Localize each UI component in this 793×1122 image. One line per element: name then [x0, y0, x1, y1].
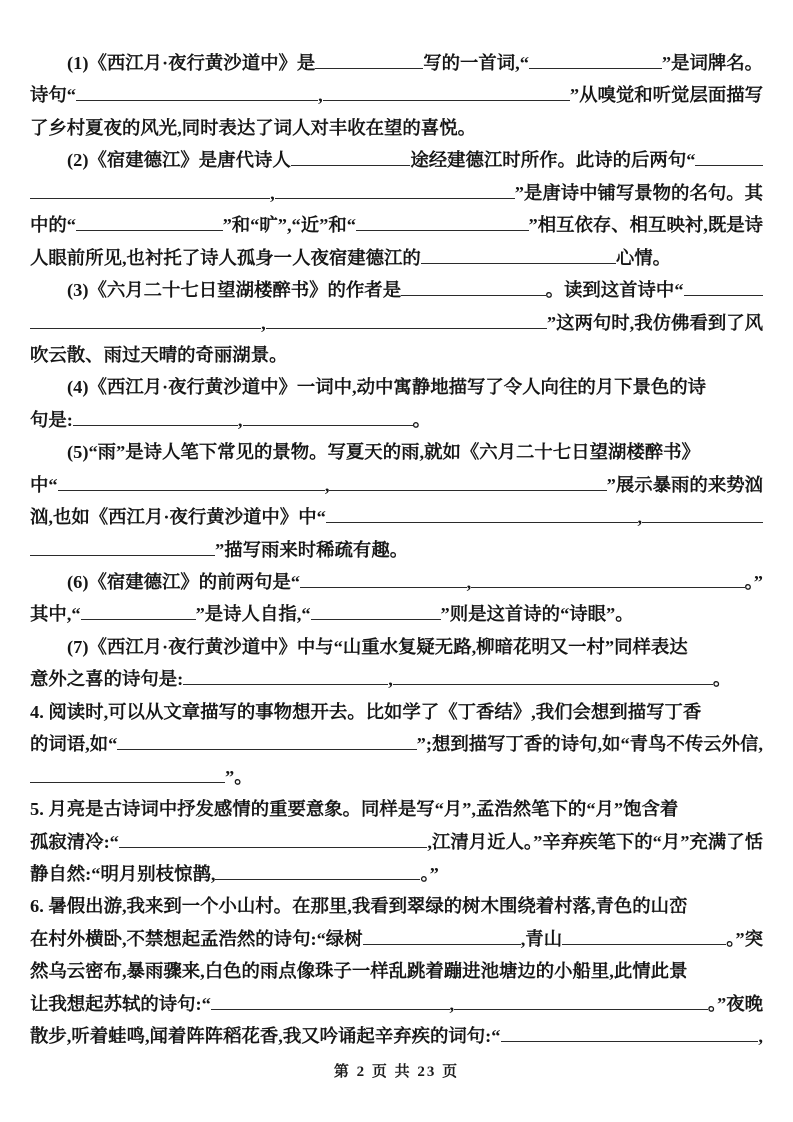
text-run: 6. 暑假出游,我来到一个小山村。在那里,我看到翠绿的树木围绕着村落,青色的山峦	[30, 896, 688, 917]
text-run: ,江清月近人。”辛弃疾笔下的“月”充满了恬	[427, 831, 763, 852]
text-line	[30, 696, 763, 728]
text-run: 让我想起苏轼的诗句:“	[30, 993, 211, 1014]
text-run: ,	[324, 474, 330, 495]
text-line	[30, 890, 763, 922]
text-line	[30, 177, 763, 209]
text-line	[30, 566, 763, 598]
text-run: ”从嗅觉和听觉层面描写	[569, 85, 763, 106]
text-run: 。”突	[726, 928, 763, 949]
fill-in-blank	[323, 100, 570, 101]
text-run: (3)《六月二十七日望湖楼醉书》的作者是	[67, 280, 402, 301]
fill-in-blank	[58, 490, 325, 491]
fill-in-blank	[30, 555, 215, 556]
text-run: 句是:	[30, 409, 73, 430]
text-run: ”展示暴雨的来势汹	[606, 474, 763, 495]
text-run: ”则是这首诗的“诗眼”。	[440, 604, 634, 625]
text-run: ”描写雨来时稀疏有趣。	[215, 539, 409, 560]
text-run: 5. 月亮是古诗词中抒发感情的重要意象。同样是写“月”,孟浩然笔下的“月”饱含着	[30, 799, 679, 820]
text-run: 途经建德江时所作。此诗的后两句“	[410, 150, 696, 171]
text-run: ,	[318, 85, 323, 106]
fill-in-blank	[363, 944, 521, 945]
text-line	[30, 631, 763, 663]
fill-in-blank	[315, 68, 423, 69]
fill-in-blank	[73, 425, 238, 426]
text-run: ,	[237, 409, 243, 430]
text-run: 孤寂清冷:“	[30, 831, 119, 852]
text-run: ”和“旷”,“近”和“	[222, 215, 356, 236]
text-line	[30, 144, 763, 176]
fill-in-blank	[81, 619, 196, 620]
text-run: 。”	[744, 572, 763, 592]
text-line	[30, 923, 763, 955]
text-line	[30, 371, 763, 403]
fill-in-blank	[266, 328, 547, 329]
text-run: (5)“雨”是诗人笔下常见的景物。写夏天的雨,就如《六月二十七日望湖楼醉书》	[67, 442, 700, 463]
fill-in-blank	[471, 587, 744, 588]
document-body	[30, 47, 763, 1053]
text-run: 。”	[420, 863, 439, 884]
fill-in-blank	[562, 944, 726, 945]
fill-in-blank	[684, 295, 763, 296]
text-line	[30, 858, 763, 890]
text-run: 意外之喜的诗句是:	[30, 669, 184, 690]
text-run: ”是诗人自指,“	[195, 604, 311, 625]
text-run: ”是词牌名。	[661, 53, 763, 73]
text-run: 人眼前所见,也衬托了诗人孤身一人夜宿建德江的	[30, 247, 421, 268]
text-run: (1)《西江月·夜行黄沙道中》是	[67, 53, 316, 73]
text-run: ,	[449, 993, 455, 1014]
fill-in-blank	[300, 587, 467, 588]
text-run: 了乡村夏夜的风光,同时表达了词人对丰收在望的喜悦。	[30, 117, 476, 138]
text-line	[30, 307, 763, 339]
text-line	[30, 988, 763, 1020]
text-run: ,青山	[520, 928, 563, 949]
text-line	[30, 826, 763, 858]
fill-in-blank	[243, 425, 413, 426]
text-line	[30, 1020, 763, 1052]
text-line	[30, 534, 763, 566]
text-run: 然乌云密布,暴雨骤来,白色的雨点像珠子一样乱跳着蹦进池塘边的小船里,此情此景	[30, 961, 688, 982]
text-line	[30, 79, 763, 111]
text-run: ”;想到描写丁香的诗句,如“青鸟不传云外信,	[416, 734, 763, 755]
text-run: 散步,听着蛙鸣,闻着阵阵稻花香,我又吟诵起辛弃疾的词句:“	[30, 1026, 501, 1047]
text-line	[30, 761, 763, 793]
text-line	[30, 47, 763, 79]
text-run: 心情。	[615, 247, 671, 268]
fill-in-blank	[393, 684, 713, 685]
text-run: 诗句“	[30, 85, 76, 106]
text-run: 静自然:“明月别枝惊鹊,	[30, 863, 216, 884]
text-line	[30, 112, 763, 144]
fill-in-blank	[76, 230, 223, 231]
fill-in-blank	[275, 198, 515, 199]
text-line	[30, 242, 763, 274]
text-run: ”这两句时,我仿佛看到了风	[546, 312, 763, 333]
text-line	[30, 469, 763, 501]
text-line	[30, 955, 763, 987]
text-run: ,	[261, 312, 266, 333]
fill-in-blank	[311, 619, 441, 620]
fill-in-blank	[695, 165, 763, 166]
text-line	[30, 793, 763, 825]
text-run: 中“	[30, 474, 58, 495]
text-line	[30, 404, 763, 436]
fill-in-blank	[291, 165, 411, 166]
fill-in-blank	[211, 1009, 450, 1010]
fill-in-blank	[30, 198, 270, 199]
text-run: ”是唐诗中铺写景物的名句。其	[514, 182, 763, 203]
fill-in-blank	[529, 68, 662, 69]
text-line	[30, 339, 763, 371]
fill-in-blank	[329, 490, 606, 491]
text-run: (4)《西江月·夜行黄沙道中》一词中,动中寓静地描写了令人向往的月下景色的诗	[67, 377, 707, 398]
text-run: (6)《宿建德江》的前两句是“	[67, 572, 300, 592]
text-run: 的词语,如“	[30, 734, 118, 755]
text-run: ,	[388, 669, 393, 690]
text-run: ”。	[225, 766, 253, 787]
fill-in-blank	[76, 100, 318, 101]
text-run: ,	[466, 572, 472, 592]
fill-in-blank	[117, 749, 416, 750]
fill-in-blank	[454, 1009, 708, 1010]
fill-in-blank	[501, 1041, 759, 1042]
fill-in-blank	[421, 263, 616, 264]
text-run: 。”夜晚	[707, 993, 763, 1014]
text-line	[30, 728, 763, 760]
text-line	[30, 598, 763, 630]
text-line	[30, 274, 763, 306]
text-run: 4. 阅读时,可以从文章描写的事物想开去。比如学了《丁香结》,我们会想到描写丁香	[30, 701, 702, 722]
fill-in-blank	[30, 782, 225, 783]
fill-in-blank	[356, 230, 529, 231]
text-line	[30, 501, 763, 533]
page-footer: 第 2 页 共 23 页	[333, 1063, 460, 1080]
text-run: 。	[712, 669, 732, 690]
text-run: ”相互依存、相互映衬,既是诗	[528, 215, 763, 236]
fill-in-blank	[642, 522, 763, 523]
text-line	[30, 663, 763, 695]
text-line	[30, 436, 763, 468]
fill-in-blank	[215, 879, 420, 880]
fill-in-blank	[119, 847, 427, 848]
fill-in-blank	[326, 522, 638, 523]
text-run: 。读到这首诗中“	[545, 280, 684, 301]
text-run: 写的一首词,“	[423, 53, 529, 73]
text-run: ,	[270, 182, 275, 203]
fill-in-blank	[401, 295, 545, 296]
text-run: 吹云散、雨过天晴的奇丽湖景。	[30, 344, 288, 365]
text-run: (2)《宿建德江》是唐代诗人	[67, 150, 291, 171]
text-line	[30, 209, 763, 241]
text-run: ,	[758, 1026, 763, 1047]
text-run: ,	[637, 507, 643, 528]
text-run: 其中,“	[30, 604, 81, 625]
text-run: 汹,也如《西江月·夜行黄沙道中》中“	[30, 507, 326, 528]
text-run: 。	[412, 409, 431, 430]
text-run: 在村外横卧,不禁想起孟浩然的诗句:“绿树	[30, 928, 363, 949]
text-run: 中的“	[30, 215, 76, 236]
fill-in-blank	[30, 328, 261, 329]
fill-in-blank	[183, 684, 388, 685]
text-run: (7)《西江月·夜行黄沙道中》中与“山重水复疑无路,柳暗花明又一村”同样表达	[67, 636, 688, 657]
